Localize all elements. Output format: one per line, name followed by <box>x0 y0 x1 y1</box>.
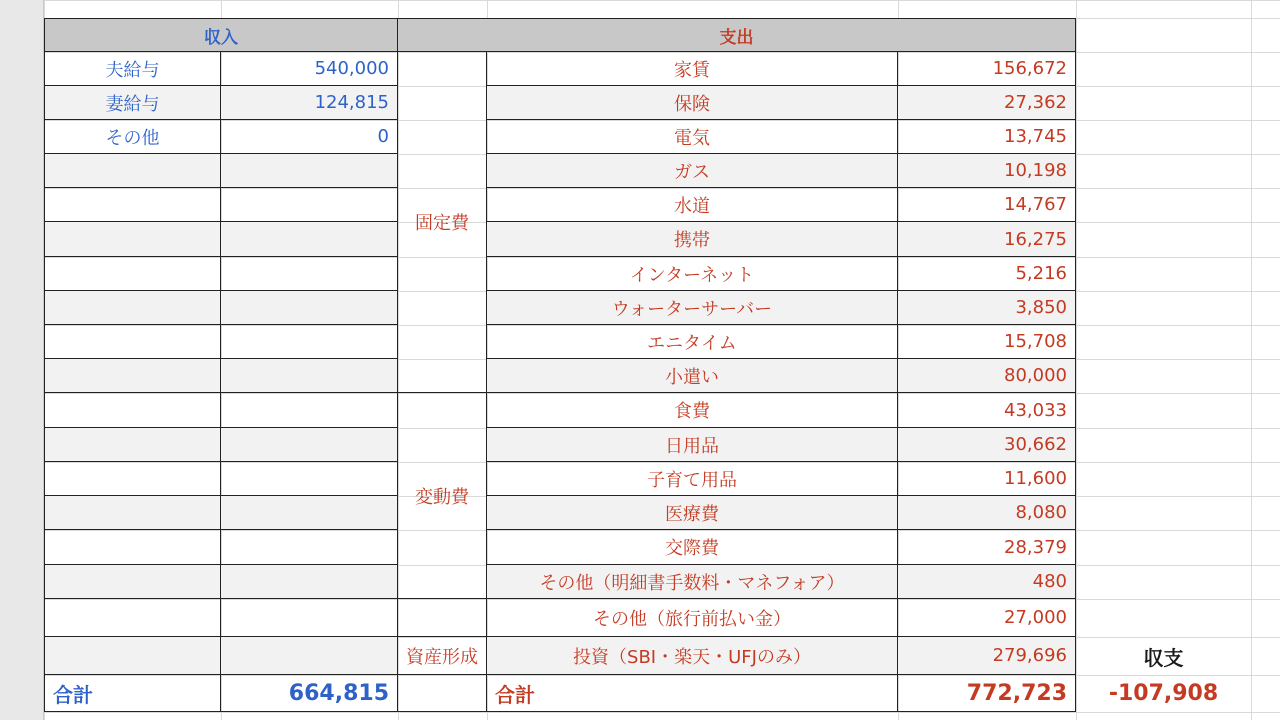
expense-item-value[interactable]: 80,000 <box>898 359 1076 393</box>
empty-cell[interactable] <box>221 599 398 637</box>
expense-item-label[interactable]: エニタイム <box>487 325 898 359</box>
income-header[interactable]: 収入 <box>44 18 398 52</box>
expense-item-label[interactable]: 小遣い <box>487 359 898 393</box>
balance-value[interactable]: -107,908 <box>1108 681 1219 706</box>
income-label-cell[interactable]: その他 <box>44 120 221 154</box>
expense-item-value[interactable]: 10,198 <box>898 154 1076 188</box>
expense-item-value[interactable]: 279,696 <box>898 637 1076 675</box>
empty-cell[interactable] <box>398 599 487 637</box>
grid-row-line <box>44 712 1280 713</box>
expense-item-value[interactable]: 5,216 <box>898 257 1076 291</box>
expense-item-label[interactable]: 水道 <box>487 188 898 222</box>
balance-label[interactable]: 収支 <box>1143 645 1184 670</box>
expense-item-label[interactable]: その他（明細書手数料・マネフォア） <box>487 565 898 599</box>
expense-item-label[interactable]: インターネット <box>487 257 898 291</box>
expense-item-value[interactable]: 156,672 <box>898 52 1076 86</box>
empty-cell[interactable] <box>221 637 398 675</box>
empty-cell[interactable] <box>44 257 221 291</box>
row-header-gutter <box>0 0 44 720</box>
empty-cell[interactable] <box>44 599 221 637</box>
empty-cell[interactable] <box>221 428 398 462</box>
expense-item-value[interactable]: 480 <box>898 565 1076 599</box>
empty-cell[interactable] <box>44 325 221 359</box>
income-total-value[interactable]: 664,815 <box>221 675 398 712</box>
income-value-cell[interactable]: 0 <box>221 120 398 154</box>
group-fixed-cost[interactable]: 固定費 <box>398 52 487 393</box>
expense-item-label[interactable]: 子育て用品 <box>487 462 898 496</box>
expense-item-value[interactable]: 27,362 <box>898 86 1076 120</box>
grid-col-line <box>1076 0 1077 720</box>
empty-cell[interactable] <box>398 675 487 712</box>
expense-item-label[interactable]: ウォーターサーバー <box>487 291 898 325</box>
grid-row-line <box>44 0 1280 1</box>
expense-item-value[interactable]: 28,379 <box>898 530 1076 565</box>
empty-cell[interactable] <box>221 565 398 599</box>
expense-item-label[interactable]: その他（旅行前払い金） <box>487 599 898 637</box>
empty-cell[interactable] <box>44 496 221 530</box>
group-variable-cost[interactable]: 変動費 <box>398 393 487 599</box>
expense-item-label[interactable]: 医療費 <box>487 496 898 530</box>
empty-cell[interactable] <box>44 428 221 462</box>
empty-cell[interactable] <box>44 462 221 496</box>
expense-item-value[interactable]: 43,033 <box>898 393 1076 428</box>
expense-item-value[interactable]: 16,275 <box>898 222 1076 257</box>
income-value-cell[interactable]: 124,815 <box>221 86 398 120</box>
empty-cell[interactable] <box>221 462 398 496</box>
expense-item-label[interactable]: 携帯 <box>487 222 898 257</box>
income-label-cell[interactable]: 妻給与 <box>44 86 221 120</box>
empty-cell[interactable] <box>44 637 221 675</box>
expense-item-value[interactable]: 8,080 <box>898 496 1076 530</box>
empty-cell[interactable] <box>44 393 221 428</box>
expense-item-value[interactable]: 13,745 <box>898 120 1076 154</box>
empty-cell[interactable] <box>221 154 398 188</box>
empty-cell[interactable] <box>221 393 398 428</box>
empty-cell[interactable] <box>221 530 398 565</box>
empty-cell[interactable] <box>44 291 221 325</box>
group-asset-building[interactable]: 資産形成 <box>398 637 487 675</box>
empty-cell[interactable] <box>221 188 398 222</box>
income-label-cell[interactable]: 夫給与 <box>44 52 221 86</box>
expense-item-value[interactable]: 14,767 <box>898 188 1076 222</box>
empty-cell[interactable] <box>221 325 398 359</box>
empty-cell[interactable] <box>44 359 221 393</box>
grid-col-line <box>1251 0 1252 720</box>
empty-cell[interactable] <box>44 530 221 565</box>
expense-item-value[interactable]: 3,850 <box>898 291 1076 325</box>
empty-cell[interactable] <box>221 359 398 393</box>
empty-cell[interactable] <box>221 257 398 291</box>
empty-cell[interactable] <box>44 222 221 257</box>
expense-item-label[interactable]: 交際費 <box>487 530 898 565</box>
expense-item-value[interactable]: 15,708 <box>898 325 1076 359</box>
expense-item-value[interactable]: 11,600 <box>898 462 1076 496</box>
expense-item-label[interactable]: 保険 <box>487 86 898 120</box>
expense-header[interactable]: 支出 <box>398 18 1076 52</box>
expense-item-value[interactable]: 30,662 <box>898 428 1076 462</box>
empty-cell[interactable] <box>221 291 398 325</box>
expense-item-label[interactable]: 投資（SBI・楽天・UFJのみ） <box>487 637 898 675</box>
empty-cell[interactable] <box>44 154 221 188</box>
empty-cell[interactable] <box>44 188 221 222</box>
income-total-label[interactable]: 合計 <box>44 675 221 712</box>
empty-cell[interactable] <box>44 565 221 599</box>
expense-item-label[interactable]: ガス <box>487 154 898 188</box>
expense-item-value[interactable]: 27,000 <box>898 599 1076 637</box>
expense-total-label[interactable]: 合計 <box>487 675 898 712</box>
expense-item-label[interactable]: 日用品 <box>487 428 898 462</box>
expense-item-label[interactable]: 電気 <box>487 120 898 154</box>
expense-total-value[interactable]: 772,723 <box>898 675 1076 712</box>
expense-item-label[interactable]: 家賃 <box>487 52 898 86</box>
empty-cell[interactable] <box>221 222 398 257</box>
empty-cell[interactable] <box>221 496 398 530</box>
expense-item-label[interactable]: 食費 <box>487 393 898 428</box>
income-value-cell[interactable]: 540,000 <box>221 52 398 86</box>
